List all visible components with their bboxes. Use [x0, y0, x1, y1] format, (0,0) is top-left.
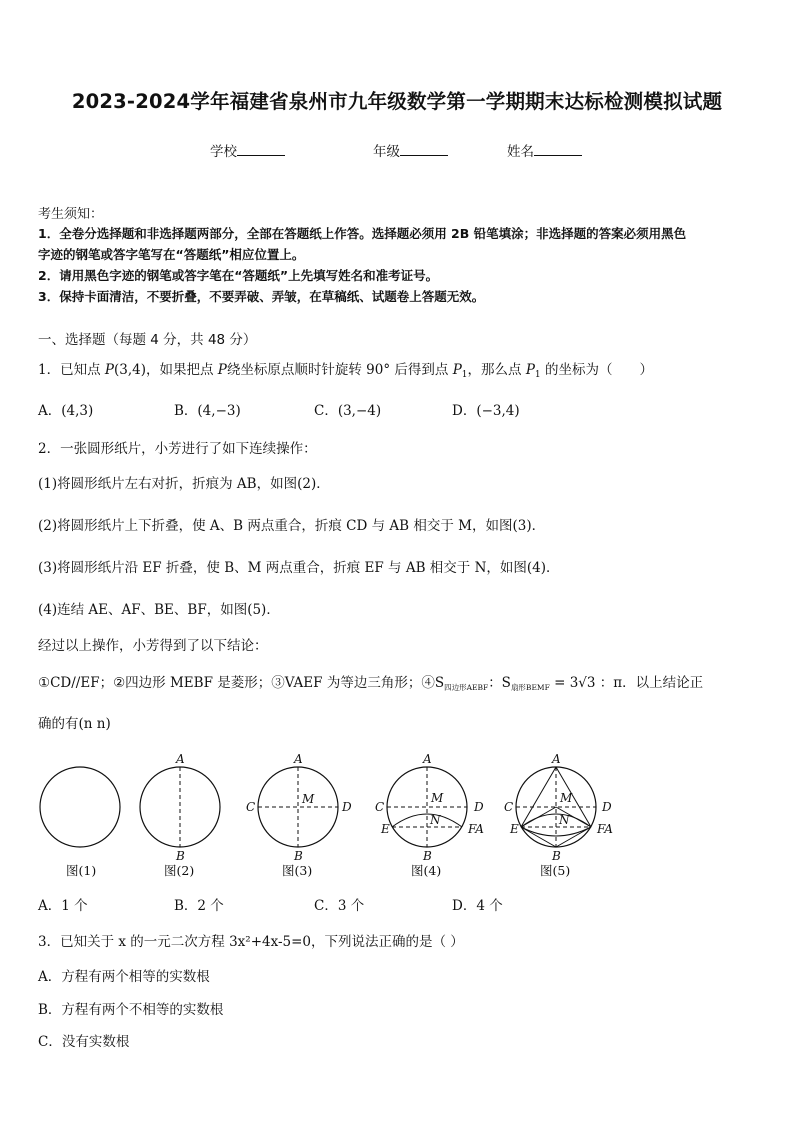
q2-conclusions — [38, 671, 703, 693]
q2-conclusion-tail: 确的有(n n) — [38, 716, 111, 732]
label-c: C — [504, 800, 514, 814]
label-e: E — [381, 822, 390, 836]
label-e: E — [510, 822, 519, 836]
caption-fig5: 图(5) — [540, 863, 571, 878]
label-a: A — [176, 752, 185, 766]
name-blank — [534, 141, 582, 156]
point-p: P — [104, 362, 114, 378]
notes-heading: 考生须知： — [38, 207, 104, 222]
label-m: M — [302, 792, 315, 806]
point-p1: P — [525, 362, 535, 378]
q2-option-b[interactable]: B．2 个 — [174, 898, 224, 914]
school-blank — [237, 141, 285, 156]
name-field — [507, 140, 582, 160]
label-m: M — [560, 791, 573, 805]
figure-2 — [140, 752, 220, 863]
label-d: D — [474, 800, 484, 814]
label-fa: FA — [597, 822, 613, 836]
q3-option-b[interactable]: B．方程有两个不相等的实数根 — [38, 1002, 224, 1018]
label-b: B — [294, 849, 303, 863]
label-c: C — [246, 800, 256, 814]
point-p: P — [217, 362, 227, 378]
q1-text: 的坐标为（ ） — [540, 362, 653, 378]
page-title: 2023-2024学年福建省泉州市九年级数学第一学期期末达标检测模拟试题 — [71, 90, 723, 113]
circle-fig1 — [40, 767, 120, 847]
point-p1-sub: 1 — [534, 370, 541, 380]
figure-5 — [504, 752, 613, 863]
q2-step: (1)将圆形纸片左右对折，折痕为 AB，如图(2)． — [38, 476, 330, 492]
conclusion-text: = 3√3 ：π．以上结论正 — [549, 675, 704, 691]
area-subscript: 四边形AEBF — [444, 683, 489, 692]
label-b: B — [423, 849, 432, 863]
q2-conclusion-intro: 经过以上操作，小芳得到了以下结论： — [38, 638, 268, 654]
q2-step: (4)连结 AE、AF、BE、BF，如图(5)． — [38, 602, 280, 618]
area-subscript: 扇形BEMF — [510, 683, 550, 692]
q2-figures — [30, 745, 630, 885]
label-m: M — [431, 791, 444, 805]
label-a: A — [552, 752, 561, 766]
grade-label: 年级 — [373, 144, 400, 160]
school-field — [210, 140, 285, 160]
label-b: B — [552, 849, 561, 863]
caption-fig3: 图(3) — [282, 863, 313, 878]
note-line: 2．请用黑色字迹的钢笔或答字笔在“答题纸”上先填写姓名和准考证号。 — [38, 268, 439, 283]
q2-option-c[interactable]: C．3 个 — [314, 898, 365, 914]
q1-option-c[interactable]: C．(3,−4) — [314, 403, 382, 419]
q2-step: (2)将圆形纸片上下折叠，使 A、B 两点重合，折痕 CD 与 AB 相交于 M，如图(3)． — [38, 518, 546, 534]
grade-blank — [400, 141, 448, 156]
label-c: C — [375, 800, 385, 814]
q1-option-b[interactable]: B．(4,−3) — [174, 403, 241, 419]
label-d: D — [342, 800, 352, 814]
label-a: A — [423, 752, 432, 766]
caption-fig1: 图(1) — [66, 863, 97, 878]
name-label: 姓名 — [507, 144, 534, 160]
label-b: B — [176, 849, 185, 863]
q2-option-d[interactable]: D．4 个 — [452, 898, 503, 914]
point-p-coord: (3,4) — [113, 362, 146, 378]
caption-fig2: 图(2) — [164, 863, 195, 878]
q2-stem: 2．一张圆形纸片，小芳进行了如下连续操作： — [38, 441, 317, 457]
conclusion-text: ①CD//EF；②四边形 MEBF 是菱形；③VAEF 为等边三角形；④S — [38, 675, 445, 691]
label-a: A — [294, 752, 303, 766]
figure-4 — [375, 752, 484, 863]
section-title: 一、选择题（每题 4 分，共 48 分） — [38, 332, 257, 348]
note-line: 字迹的钢笔或答字笔写在“答题纸”相应位置上。 — [38, 247, 305, 262]
q1-stem — [38, 358, 653, 380]
conclusion-text: ：S — [488, 675, 511, 691]
q2-option-a[interactable]: A．1 个 — [38, 898, 88, 914]
q1-option-a[interactable]: A．(4,3) — [38, 403, 94, 419]
q1-option-d[interactable]: D．(−3,4) — [452, 403, 520, 419]
label-n: N — [430, 813, 441, 827]
grade-field — [373, 140, 448, 160]
q2-step: (3)将圆形纸片沿 EF 折叠，使 B、M 两点重合，折痕 EF 与 AB 相交于 N，如图(4)． — [38, 560, 560, 576]
q1-text: 绕坐标原点顺时针旋转 90° 后得到点 — [226, 362, 453, 378]
note-line: 1．全卷分选择题和非选择题两部分，全部在答题纸上作答。选择题必须用 2B 铅笔填涂；非选择题的答案必须用黑色 — [38, 226, 687, 241]
q3-stem: 3．已知关于 x 的一元二次方程 3x²+4x-5=0，下列说法正确的是（ ） — [38, 934, 464, 950]
caption-fig4: 图(4) — [411, 863, 442, 878]
school-label: 学校 — [210, 144, 237, 160]
label-d: D — [602, 800, 612, 814]
note-line: 3．保持卡面清洁，不要折叠，不要弄破、弄皱，在草稿纸、试题卷上答题无效。 — [38, 289, 485, 304]
q3-option-c[interactable]: C．没有实数根 — [38, 1034, 130, 1050]
label-n: N — [559, 813, 570, 827]
point-p1: P — [452, 362, 462, 378]
q1-text: ，那么点 — [467, 362, 526, 378]
label-fa: FA — [468, 822, 484, 836]
q1-text: ，如果把点 — [146, 362, 218, 378]
q3-option-a[interactable]: A．方程有两个相等的实数根 — [38, 969, 210, 985]
q1-text: 1．已知点 — [38, 362, 105, 378]
point-p1-sub: 1 — [461, 370, 468, 380]
figure-3 — [246, 752, 352, 863]
